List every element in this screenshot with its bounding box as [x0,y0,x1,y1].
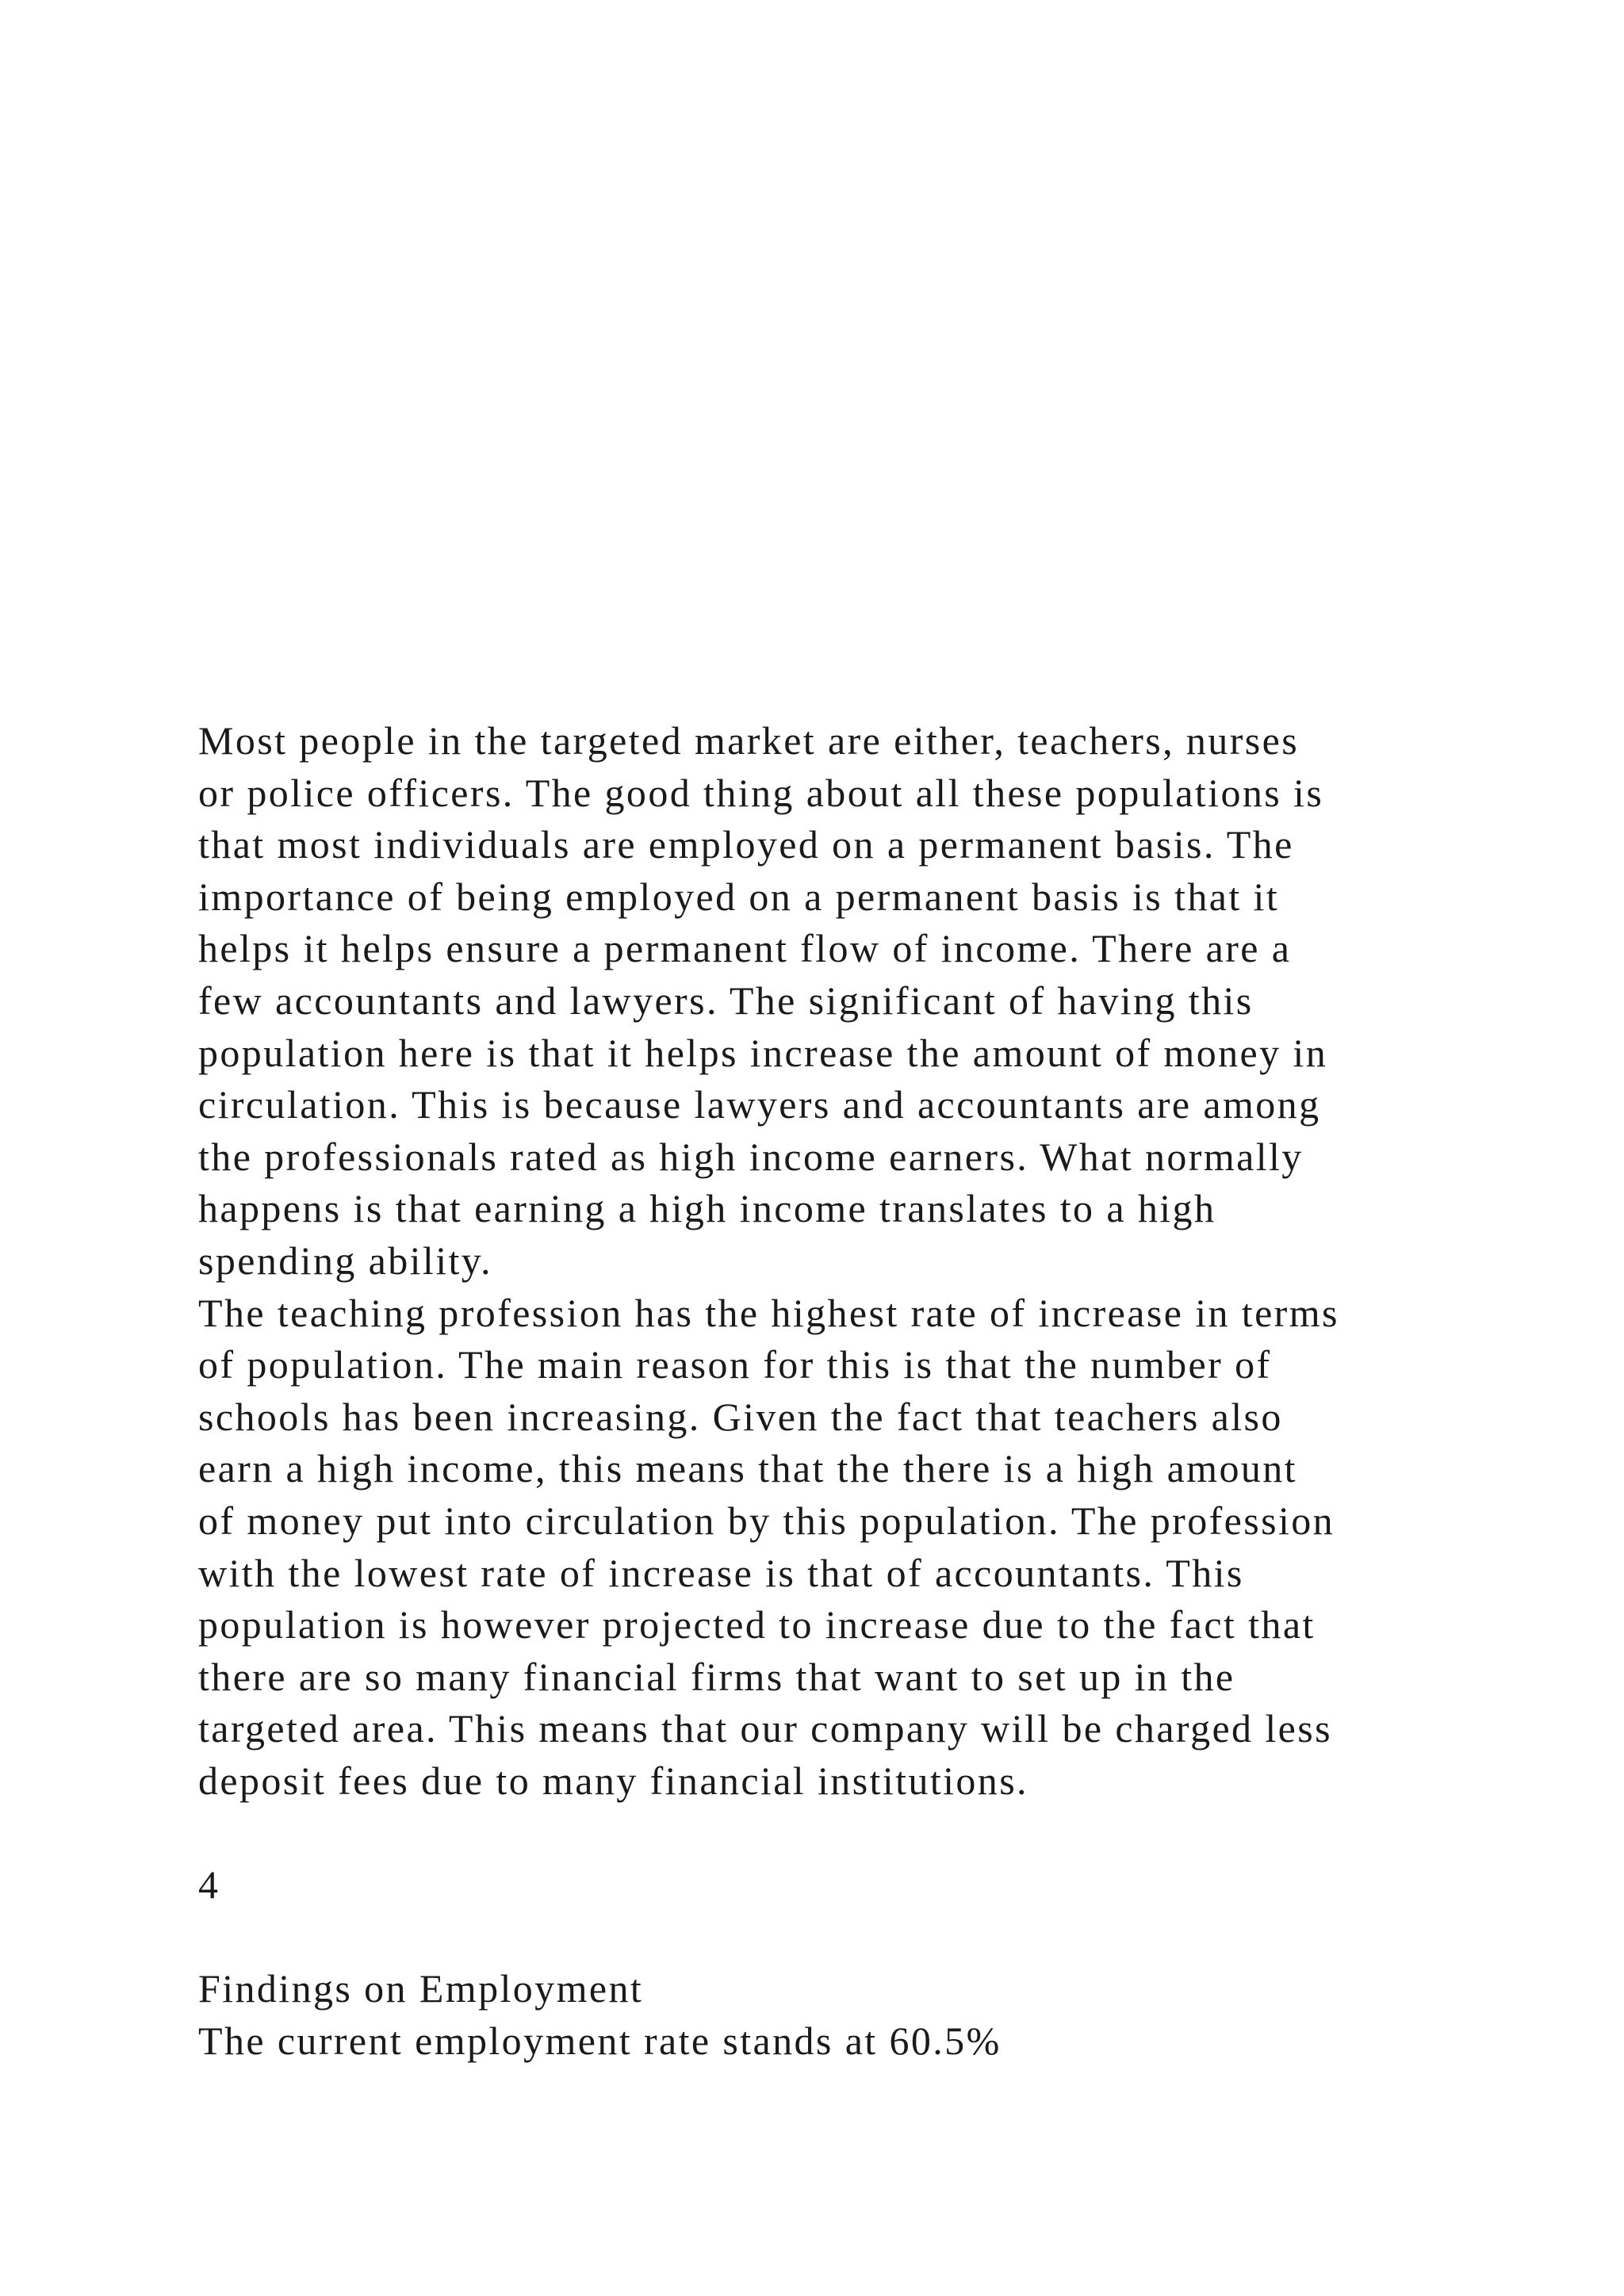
text-line: schools has been increasing. Given the fact that teachers also [198,1394,1283,1439]
text-line: of money put into circulation by this population. The profession [198,1498,1335,1543]
text-line: the professionals rated as high income earners. What normally [198,1134,1304,1179]
text-line: spending ability. [198,1238,492,1283]
text-line: there are so many financial firms that want to set up in the [198,1654,1235,1699]
paragraph-1 [198,715,1562,1288]
document-body [198,715,1562,2067]
text-line: deposit fees due to many financial institutions. [198,1758,1028,1803]
text-line: few accountants and lawyers. The significant of having this [198,978,1254,1023]
text-line: population here is that it helps increase the amount of money in [198,1030,1328,1075]
section-body: The current employment rate stands at 60.5% [198,2018,1002,2063]
text-line: Most people in the targeted market are either, teachers, nurses [198,718,1300,763]
text-line: population is however projected to increase due to the fact that [198,1602,1316,1647]
text-line: helps it helps ensure a permanent flow of income. There are a [198,926,1292,971]
text-line: circulation. This is because lawyers and accountants are among [198,1082,1321,1127]
text-line: that most individuals are employed on a permanent basis. The [198,822,1294,867]
text-line: with the lowest rate of increase is that of accountants. This [198,1550,1244,1595]
text-line: earn a high income, this means that the there is a high amount [198,1446,1297,1491]
spacer [198,1911,1562,1964]
text-line: or police officers. The good thing about all these populations is [198,770,1324,815]
text-line: happens is that earning a high income translates to a high [198,1186,1216,1231]
section-heading: Findings on Employment [198,1966,644,2011]
paragraph-2 [198,1288,1562,1808]
text-line: targeted area. This means that our company will be charged less [198,1706,1332,1751]
text-line: of population. The main reason for this is that the number of [198,1342,1272,1387]
page-number: 4 [198,1862,220,1908]
text-line: The teaching profession has the highest rate of increase in terms [198,1290,1339,1335]
spacer [198,1807,1562,1859]
text-line: importance of being employed on a permanent basis is that it [198,874,1280,919]
